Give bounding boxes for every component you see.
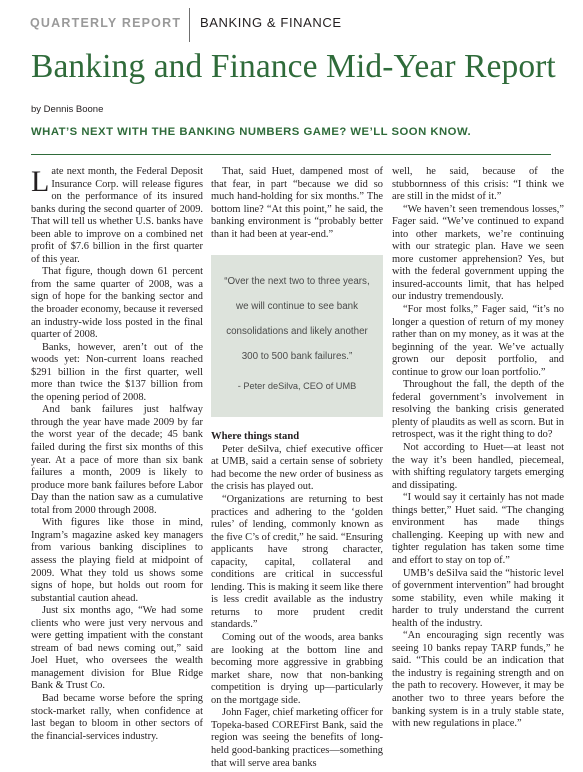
pull-quote-text: “Over the next two to three years, we will continue to see bank consolidations and likely another 300 to 500 bank failures.” — [224, 276, 370, 363]
paragraph: Throughout the fall, the depth of the federal government’s involvement in resolving the banking crisis generated plenty of plaudits as well as scorn. But in retrospect, was it the right thing to do? — [392, 379, 564, 441]
column-2 — [211, 166, 383, 770]
article-subhead: WHAT’S NEXT WITH THE BANKING NUMBERS GAME? WE’LL SOON KNOW. — [31, 126, 472, 138]
paragraph: “I would say it certainly has not made things better,” Huet said. “The changing environment has made things challenging. Keeping up with new and tighter regulation has taken some time and effort to stay on top of.” — [392, 492, 564, 566]
section-label: QUARTERLY REPORT — [30, 16, 182, 30]
paragraph: “We haven’t seen tremendous losses,” Fager said. “We’ve continued to expand into other markets, we’re continuing with our strategic plan. Have we seen more customer apprehension? Yes, but with the federal government upping the insured-accounts limit, that has helped our industry tremendously. — [392, 203, 564, 303]
subhead-rule — [31, 154, 551, 155]
paragraph: “An encouraging sign recently was seeing 10 banks repay TARP funds,” he said. “This could be an indication that the industry is regaining strength and on the path to recovery. However, it may be another two to three years before the banking system is in a truly stable state, with new regulations in place.” — [392, 630, 564, 730]
paragraph: John Fager, chief marketing officer for Topeka-based COREFirst Bank, said the region was seeing the benefits of long-held good-banking practices—something that will serve area banks — [211, 707, 383, 769]
pull-quote-attribution: - Peter deSilva, CEO of UMB — [237, 381, 357, 392]
article-title: Banking and Finance Mid-Year Report — [31, 48, 556, 85]
subsection-heading: Where things stand — [211, 431, 300, 443]
section-topic: BANKING & FINANCE — [200, 15, 342, 30]
paragraph: That figure, though down 61 percent from the same quarter of 2008, was a sign of hope for the banking sector and the broader economy, because it reversed an industry-wide loss posted in the final quarter of 2008. — [31, 266, 203, 341]
page-header — [20, 8, 563, 38]
paragraph: Coming out of the woods, area banks are looking at the bottom line and becoming more aggressive in grabbing market share, now that non-banking competition is drying up—particularly on the mortgage side. — [211, 632, 383, 706]
paragraph: With figures like those in mind, Ingram’s magazine asked key managers from various banking disciplines to assess the playing field at midpoint of 2009. What they told us shows some signs of hope, but holds out room for substantial caution ahead. — [31, 517, 203, 604]
paragraph: UMB’s deSilva said the “historic level of government intervention” had brought some stability, even while making it harder to truly understand the current health of the industry. — [392, 567, 564, 629]
paragraph: Banks, however, aren’t out of the woods yet: Non-current loans reached $291 billion in the first quarter, well more than twice the $137 billion from the opening period of 2008. — [31, 341, 203, 403]
drop-cap: L — [31, 165, 50, 198]
paragraph: Bad became worse before the spring stock-market rally, when confidence at last began to bloom in other sectors of the financial-services industry. — [31, 692, 203, 742]
paragraph: That, said Huet, dampened most of that fear, in part “because we did so much hand-holding for six months.” The bottom line? “At this point,” he said, the banking environment is “probably better than it had been at year-end.” — [211, 166, 383, 240]
pull-quote — [211, 255, 383, 417]
paragraph: And bank failures just halfway through the year have made 2009 by far the worst year of the decade; 45 bank failed during the first six months of this year. At a pace of more than six bank failures a month, 2009 is likely to produce more bank failures before Labor Day than the nation saw as a cumulative total from 2000 through 2008. — [31, 404, 203, 516]
byline: by Dennis Boone — [31, 104, 104, 115]
column-1 — [31, 166, 203, 743]
header-divider — [189, 8, 190, 42]
paragraph — [31, 166, 203, 266]
paragraph: Peter deSilva, chief executive officer at UMB, said a certain sense of sobriety had become the new order of business as the crisis has played out. — [211, 443, 383, 493]
paragraph: “Organizations are returning to best practices and adhering to the ‘golden rules’ of lending, commonly known as the five C’s of credit,” he said. “Ensuring applicants have strong character, capacity, capital, collateral and conditions are critical in successful lending. This is making it seem like there is less credit available as the industry returns to more prudent credit standards.” — [211, 494, 383, 631]
paragraph: “For most folks,” Fager said, “it’s no longer a question of return of my money rather than on my money, as it was at the beginning of the year. We’ve actually grown our deposit portfolio, and continue to grow our loan portfolio.” — [392, 304, 564, 378]
column-3 — [392, 166, 564, 731]
paragraph: Not according to Huet—at least not the way it’s been handled, piecemeal, with shifting regulatory targets emerging and dissipating. — [392, 442, 564, 491]
paragraph: Just six months ago, “We had some clients who were just very nervous and were getting impatient with the constant stream of bad news coming out,” said Joel Huet, who oversees the wealth management division for Blue Ridge Bank & Trust Co. — [31, 605, 203, 692]
paragraph-text: ate next month, the Federal Deposit Insurance Corp. will release figures on the performance of its insured banks during the second quarter of 2009. That will tell us whether U.S. banks have been able to improve on a combined net profit of $7.6 billion in the first quarter of this year. — [31, 166, 203, 265]
paragraph: well, he said, because of the stubbornness of this crisis: “I think we are still in the midst of it.” — [392, 166, 564, 203]
